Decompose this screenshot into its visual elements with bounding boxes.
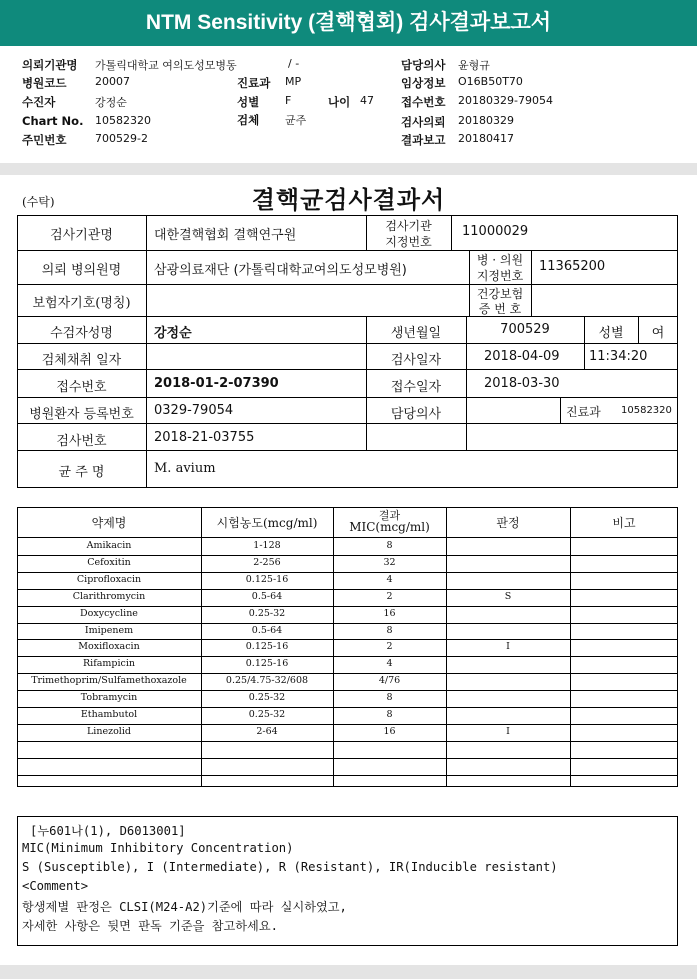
comment-legend: S (Susceptible), I (Intermediate), R (Resistant), IR(Inducible resistant): [22, 860, 558, 874]
row-divider: [17, 606, 678, 607]
comment-code: [누601나(1), D6013001]: [30, 824, 186, 838]
report-date-label: 결과보고: [401, 133, 446, 147]
mic-result: 8: [386, 625, 393, 636]
lab-id-label-2: 지정번호: [385, 235, 432, 249]
insured-label: 보험자기호(명칭): [32, 296, 131, 311]
col-concentration: 시험농도(mcg/ml): [216, 516, 318, 530]
row-divider: [17, 589, 678, 590]
clinic-id-label-1: 병 · 의원: [476, 253, 524, 267]
col-result: 결과: [378, 509, 401, 522]
accession-label: 접수번호: [401, 95, 446, 109]
drug-name: Rifampicin: [83, 658, 135, 669]
drug-name: Imipenem: [84, 625, 134, 636]
comment-heading: <Comment>: [22, 879, 89, 893]
age-label: 나이: [328, 95, 351, 109]
strain-name-value: M. avium: [154, 461, 216, 476]
dept-label: 진료과: [237, 76, 271, 90]
row-divider: [17, 690, 678, 691]
comment-reference: 자세한 사항은 뒷면 판독 기준을 참고하세요.: [22, 919, 278, 933]
birth-value: 700529: [500, 322, 550, 337]
registration-no-label: 병원환자 등록번호: [29, 407, 134, 422]
judgement: I: [506, 641, 510, 652]
code-value: 20007: [95, 75, 130, 88]
mic-result: 8: [386, 540, 393, 551]
req-hosp-value: 삼광의료재단 (가톨릭대학교여의도성모병원): [154, 263, 407, 278]
row-divider: [17, 673, 678, 674]
test-concentration: 2-64: [256, 726, 278, 737]
col-judgement: 판정: [496, 516, 520, 530]
row-divider: [17, 656, 678, 657]
registration-no-value: 0329-79054: [154, 403, 234, 418]
rrn-label: 주민번호: [22, 133, 67, 147]
request-value: 20180329: [458, 114, 514, 127]
patient-name-label: 수검자성명: [50, 326, 113, 341]
row-divider: [17, 707, 678, 708]
lab-id-label-1: 검사기관: [385, 219, 432, 233]
reception-no-value: 2018-01-2-07390: [154, 376, 279, 391]
drug-name: Cefoxitin: [87, 557, 131, 568]
row-divider: [17, 572, 678, 573]
reception-date-value: 2018-03-30: [484, 376, 560, 391]
test-no-label: 검사번호: [56, 434, 107, 449]
hospital-label: 의뢰기관명: [22, 58, 78, 72]
document-title: 결핵균검사결과서: [251, 185, 446, 214]
lab-name-value: 대한결핵협회 결핵연구원: [154, 228, 297, 243]
test-concentration: 0.125-16: [245, 658, 289, 669]
col-drug: 약제명: [91, 516, 127, 530]
test-no-value: 2018-21-03755: [154, 430, 255, 445]
patient-label: 수진자: [22, 95, 56, 109]
mic-result: 8: [386, 692, 393, 703]
row-divider: [17, 639, 678, 640]
test-date-label: 검사일자: [390, 353, 442, 368]
mic-result: 2: [386, 641, 393, 652]
test-concentration: 0.5-64: [251, 591, 283, 602]
department-label: 진료과: [566, 405, 601, 419]
comment-mic-definition: MIC(Minimum Inhibitory Concentration): [22, 841, 294, 855]
specimen-value: 균주: [285, 114, 307, 127]
strain-name-label: 균 주 명: [58, 465, 105, 480]
consignment-tag: (수탁): [22, 195, 55, 209]
req-hosp-label: 의뢰 병의원명: [41, 263, 122, 278]
test-concentration: 2-256: [253, 557, 281, 568]
clinical-label: 임상정보: [401, 76, 446, 90]
sex-value: F: [285, 94, 292, 107]
mic-result: 16: [383, 608, 396, 619]
patient-name-value: 강정순: [154, 326, 192, 341]
test-concentration: 0.125-16: [245, 574, 289, 585]
row-divider: [17, 623, 678, 624]
hospital-value: 가톨릭대학교 여의도성모병동: [95, 59, 237, 72]
judgement: S: [504, 591, 512, 602]
rrn-value: 700529-2: [95, 132, 148, 145]
doctor-value: 윤형규: [458, 59, 490, 72]
mic-result: 8: [386, 709, 393, 720]
test-concentration: 1-128: [253, 540, 281, 551]
col-mic: MIC(mcg/ml): [349, 520, 430, 534]
test-concentration: 0.25/4.75-32/608: [225, 675, 309, 686]
sex-label: 성별: [237, 95, 260, 109]
drug-name: Linezolid: [87, 726, 131, 737]
row-divider: [17, 741, 678, 742]
chart-value: 10582320: [95, 114, 151, 127]
patient-value: 강정순: [95, 96, 127, 109]
patient-header: [0, 47, 697, 163]
drug-name: Moxifloxacin: [78, 641, 140, 652]
accession-value: 20180329-79054: [458, 94, 553, 107]
test-concentration: 0.125-16: [245, 641, 289, 652]
section-divider: [0, 163, 697, 175]
drug-name: Doxycycline: [80, 608, 138, 619]
mic-result: 4: [386, 658, 393, 669]
clinical-value: O16B50T70: [458, 75, 523, 88]
collect-date-label: 검체채취 일자: [41, 353, 122, 368]
drug-name: Amikacin: [86, 540, 132, 551]
attending-doctor-label: 담당의사: [390, 407, 442, 422]
report-title-bar: NTM Sensitivity (결핵협회) 검사결과보고서: [0, 0, 697, 46]
mic-result: 16: [383, 726, 396, 737]
health-label-2: 증 번 호: [478, 302, 522, 316]
row-divider: [17, 775, 678, 776]
lab-id-value: 11000029: [462, 224, 529, 239]
comment-criteria: 항생제별 판정은 CLSI(M24-A2)기준에 따라 실시하였고,: [22, 900, 347, 914]
health-label-1: 건강보험: [476, 287, 524, 301]
row-divider: [17, 758, 678, 759]
test-concentration: 0.25-32: [248, 692, 286, 703]
drug-name: Tobramycin: [80, 692, 138, 703]
lab-name-label: 검사기관명: [50, 228, 113, 243]
test-date-value: 2018-04-09: [484, 349, 560, 364]
request-label: 검사의뢰: [401, 115, 446, 129]
report-date-value: 20180417: [458, 132, 514, 145]
clinic-id-label-2: 지정번호: [476, 269, 524, 283]
sex-value-report: 여: [651, 326, 665, 341]
hospital-slash: / -: [288, 57, 300, 70]
mic-result: 4/76: [378, 675, 401, 686]
birth-label: 생년월일: [390, 326, 442, 341]
row-divider: [17, 724, 678, 725]
drug-name: Ethambutol: [80, 709, 138, 720]
test-concentration: 0.25-32: [248, 709, 286, 720]
test-concentration: 0.5-64: [251, 625, 283, 636]
drug-name: Ciprofloxacin: [76, 574, 142, 585]
test-concentration: 0.25-32: [248, 608, 286, 619]
test-time-value: 11:34:20: [589, 349, 648, 364]
row-divider: [17, 555, 678, 556]
col-remarks: 비고: [612, 516, 636, 530]
reception-no-label: 접수번호: [56, 380, 107, 395]
mic-result: 4: [386, 574, 393, 585]
mic-result: 32: [383, 557, 396, 568]
mic-result: 2: [386, 591, 393, 602]
doctor-label: 담당의사: [401, 58, 446, 72]
reception-date-label: 접수일자: [390, 380, 442, 395]
footer-divider: [0, 965, 697, 979]
clinic-id-value: 11365200: [539, 259, 606, 274]
drug-name: Clarithromycin: [72, 591, 146, 602]
department-value: 10582320: [621, 405, 672, 416]
specimen-label: 검체: [237, 113, 260, 127]
judgement: I: [506, 726, 510, 737]
chart-label: Chart No.: [22, 114, 84, 128]
sex-label-report: 성별: [598, 326, 624, 341]
drug-name: Trimethoprim/Sulfamethoxazole: [31, 675, 187, 686]
age-value: 47: [360, 94, 374, 107]
dept-value: MP: [285, 75, 302, 88]
code-label: 병원코드: [22, 76, 67, 90]
